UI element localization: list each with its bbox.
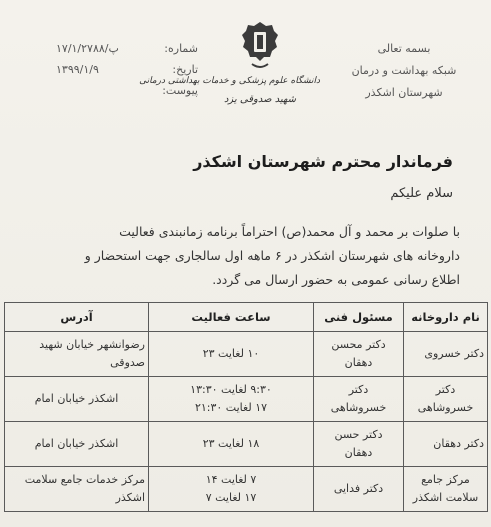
pharmacy-name-cell bbox=[404, 422, 488, 467]
pharmacy-name-line: دکتر دهقان bbox=[433, 437, 484, 450]
pharmacy-name-cell bbox=[404, 377, 488, 422]
technical-manager-line: دکتر bbox=[348, 383, 369, 396]
technical-manager-line: دکتر فدایی bbox=[333, 482, 384, 495]
working-hours-line: ۷ لغایت ۱۴ bbox=[205, 473, 257, 486]
letter-body bbox=[34, 220, 460, 292]
working-hours-cell bbox=[149, 422, 314, 467]
university-city: شهید صدوقی یزد bbox=[223, 94, 297, 105]
university-name: دانشگاه علوم پزشکی و خدمات بهداشتی درمانی bbox=[139, 76, 320, 86]
table-row bbox=[5, 467, 488, 512]
working-hours-line: ۱۸ لغایت ۲۳ bbox=[202, 437, 260, 450]
pharmacy-name-line: سلامت اشکذر bbox=[412, 491, 479, 504]
pharmacy-name-line: دکتر خسروی bbox=[424, 347, 484, 360]
pharmacy-name-cell bbox=[404, 332, 488, 377]
letter-attachment-row bbox=[56, 84, 198, 105]
organization-header bbox=[339, 38, 469, 104]
letter-date-row bbox=[56, 63, 198, 84]
letter-date-label: تاریخ: bbox=[172, 63, 198, 76]
university-emblem-icon bbox=[240, 20, 280, 72]
letter-date-value: ۱۳۹۹/۱/۹ bbox=[56, 63, 99, 76]
working-hours-cell bbox=[149, 332, 314, 377]
letter-body-line: با صلوات بر محمد و آل محمد(ص) احتراماً برنامه زمانبندی فعالیت bbox=[119, 224, 460, 239]
address-line: اشکذر خیابان امام bbox=[34, 437, 119, 450]
pharmacy-name-cell bbox=[404, 467, 488, 512]
letter-number-row bbox=[56, 42, 198, 63]
address-cell bbox=[5, 332, 149, 377]
pharmacy-name-line: دکتر bbox=[435, 383, 456, 396]
technical-manager-line: دهقان bbox=[344, 356, 373, 369]
technical-manager-line: دکتر حسن bbox=[334, 428, 383, 441]
header-working-hours: ساعت فعالیت bbox=[149, 303, 314, 332]
working-hours-cell bbox=[149, 467, 314, 512]
greeting-text: سلام علیکم bbox=[390, 186, 453, 201]
working-hours-line: ۱۷ لغایت ۷ bbox=[205, 491, 257, 504]
address-line: مرکز خدمات جامع سلامت bbox=[24, 473, 145, 486]
organization-city: شهرستان اشکذر bbox=[365, 86, 443, 99]
letter-body-line: اطلاع رسانی عمومی به حضور ارسال می گردد. bbox=[212, 272, 460, 287]
letter-meta bbox=[56, 42, 198, 105]
table-row bbox=[5, 422, 488, 467]
address-cell bbox=[5, 467, 149, 512]
technical-manager-cell bbox=[314, 377, 404, 422]
letter-number-value: ۱۷/۱/۲۷۸۸/پ bbox=[56, 42, 119, 55]
technical-manager-line: دکتر محسن bbox=[331, 338, 386, 351]
technical-manager-cell bbox=[314, 422, 404, 467]
pharmacy-schedule-table bbox=[4, 302, 488, 512]
letter-body-line: داروخانه های شهرستان اشکذر در ۶ ماهه اول سالجاری جهت استحضار و bbox=[84, 248, 460, 263]
address-line: صدوقی bbox=[110, 356, 145, 369]
letter-number-label: شماره: bbox=[164, 42, 198, 55]
table-row bbox=[5, 377, 488, 422]
technical-manager-line: دهقان bbox=[344, 446, 373, 459]
working-hours-line: ۹:۳۰ لغایت ۱۳:۳۰ bbox=[190, 383, 272, 396]
header-address: آدرس bbox=[5, 303, 149, 332]
address-line: اشکذر bbox=[115, 491, 145, 504]
address-cell bbox=[5, 377, 149, 422]
header-pharmacy-name: نام داروخانه bbox=[404, 303, 488, 332]
address-line: اشکذر خیابان امام bbox=[34, 392, 119, 405]
addressee-title: فرماندار محترم شهرستان اشکذر bbox=[193, 152, 453, 171]
working-hours-line: ۱۷ لغایت ۲۱:۳۰ bbox=[194, 401, 268, 414]
technical-manager-cell bbox=[314, 332, 404, 377]
header-technical-manager: مسئول فنی bbox=[314, 303, 404, 332]
working-hours-cell bbox=[149, 377, 314, 422]
table-row bbox=[5, 332, 488, 377]
pharmacy-name-line: مرکز جامع bbox=[421, 473, 470, 486]
address-cell bbox=[5, 422, 149, 467]
invocation-text: بسمه تعالی bbox=[377, 42, 431, 55]
technical-manager-cell bbox=[314, 467, 404, 512]
technical-manager-line: خسروشاهی bbox=[330, 401, 387, 414]
pharmacy-name-line: خسروشاهی bbox=[417, 401, 474, 414]
working-hours-line: ۱۰ لغایت ۲۳ bbox=[202, 347, 260, 360]
organization-name: شبکه بهداشت و درمان bbox=[351, 64, 457, 77]
address-line: رضوانشهر خیابان شهید bbox=[39, 338, 145, 351]
letter-attachment-label: پیوست: bbox=[162, 84, 198, 97]
table-header-row bbox=[5, 303, 488, 332]
